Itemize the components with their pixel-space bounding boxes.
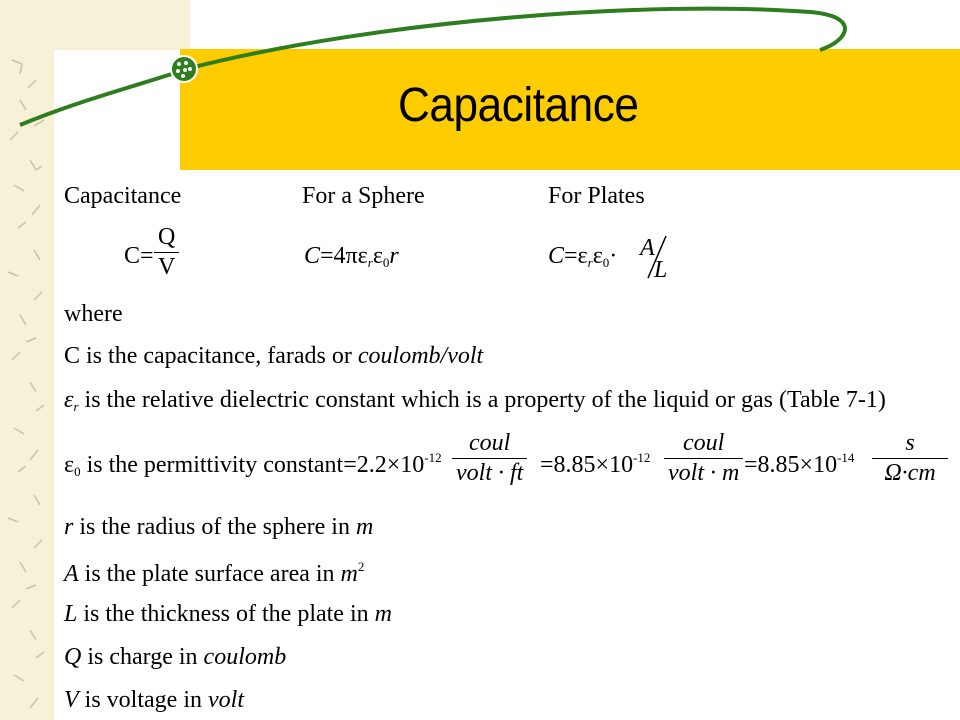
slide-title: Capacitance bbox=[398, 79, 639, 132]
def-l-text: is the thickness of the plate in bbox=[77, 601, 375, 627]
def-r bbox=[64, 515, 373, 539]
def-c bbox=[64, 344, 483, 368]
def-e0-text: is the permittivity constant=2.2 bbox=[80, 452, 387, 478]
def-v-symbol: V bbox=[64, 687, 79, 713]
e0-middle-2 bbox=[744, 451, 854, 477]
header-plates: For Plates bbox=[548, 183, 645, 209]
formula-sphere-rhs: =4πε bbox=[320, 243, 368, 269]
def-c-symbol: C bbox=[64, 343, 81, 369]
formula-basic-lhs: C= bbox=[124, 243, 154, 269]
formula-sphere-lhs: C bbox=[304, 243, 321, 269]
def-c-text: is the capacitance, farads or bbox=[80, 343, 358, 369]
def-r-text: is the radius of the sphere in bbox=[73, 514, 356, 540]
e0-fraction-2-num: coul bbox=[683, 430, 725, 456]
e0-fraction-2 bbox=[664, 430, 743, 487]
formula-plates: $C=\varepsilon_r\varepsilon_0\cdot$ bbox=[548, 243, 618, 270]
def-a-unit: m bbox=[340, 561, 358, 587]
fraction-bar bbox=[664, 458, 743, 459]
formula-basic-numerator: Q bbox=[158, 224, 176, 250]
formula-plates-denominator: L bbox=[654, 257, 668, 283]
def-l bbox=[64, 602, 392, 626]
e0-middle-1 bbox=[540, 451, 650, 477]
def-q-unit: coulomb bbox=[203, 644, 287, 670]
where-label: where bbox=[64, 301, 123, 327]
def-q-symbol: Q bbox=[64, 644, 82, 670]
def-e0-exp3: -14 bbox=[837, 450, 855, 465]
def-r-symbol: r bbox=[64, 514, 74, 540]
e0-fraction-3 bbox=[872, 430, 948, 487]
e0-fraction-1-num: coul bbox=[469, 430, 511, 456]
def-l-unit: m bbox=[374, 601, 392, 627]
def-q-text: is charge in bbox=[81, 644, 204, 670]
def-a-symbol: A bbox=[64, 561, 79, 587]
e0-fraction-1 bbox=[452, 430, 527, 487]
def-er: $\varepsilon_r$ is the relative dielectric constant which is a property of the liquid or gas (Table 7-1) bbox=[64, 387, 886, 414]
def-a bbox=[64, 560, 364, 586]
fraction-bar bbox=[154, 252, 179, 253]
formula-sphere: $C=4\pi\varepsilon_r\varepsilon_0r$ bbox=[304, 243, 399, 270]
def-l-symbol: L bbox=[64, 601, 78, 627]
e0-fraction-3-den: Ω·cm bbox=[884, 460, 936, 486]
def-a-exp: 2 bbox=[357, 559, 365, 574]
def-v-unit: volt bbox=[208, 687, 244, 713]
def-e0-exp2: -12 bbox=[633, 450, 651, 465]
def-v bbox=[64, 688, 244, 712]
header-capacitance: Capacitance bbox=[64, 183, 182, 209]
def-q bbox=[64, 645, 286, 669]
fraction-bar bbox=[452, 458, 527, 459]
header-sphere: For a Sphere bbox=[302, 183, 425, 209]
formula-basic-denominator: V bbox=[158, 254, 176, 280]
def-r-unit: m bbox=[355, 514, 374, 540]
formula-plates-rhs: =ε bbox=[564, 243, 588, 269]
formula-basic-fraction bbox=[154, 224, 179, 281]
def-c-unit: coulomb/volt bbox=[357, 343, 484, 369]
e0-mid2-text: =8.85×10 bbox=[744, 452, 838, 478]
formula-plates-numerator: A bbox=[640, 235, 655, 261]
e0-fraction-1-den: volt · ft bbox=[456, 460, 524, 486]
e0-fraction-3-num: s bbox=[905, 430, 915, 456]
def-a-text: is the plate surface area in bbox=[78, 561, 341, 587]
def-v-text: is voltage in bbox=[78, 687, 208, 713]
formula-plates-lhs: C bbox=[548, 243, 565, 269]
def-e0-exp1: -12 bbox=[424, 450, 442, 465]
e0-mid1-text: =8.85×10 bbox=[540, 452, 634, 478]
def-er-text: is the relative dielectric constant which is a property of the liquid or gas (Table 7-1) bbox=[78, 387, 886, 413]
def-e0: $\varepsilon_0$ is the permittivity $constant=2.2\times 10^{-12}$ bbox=[64, 450, 442, 479]
fraction-bar bbox=[872, 458, 948, 459]
e0-fraction-2-den: volt · m bbox=[668, 460, 740, 486]
